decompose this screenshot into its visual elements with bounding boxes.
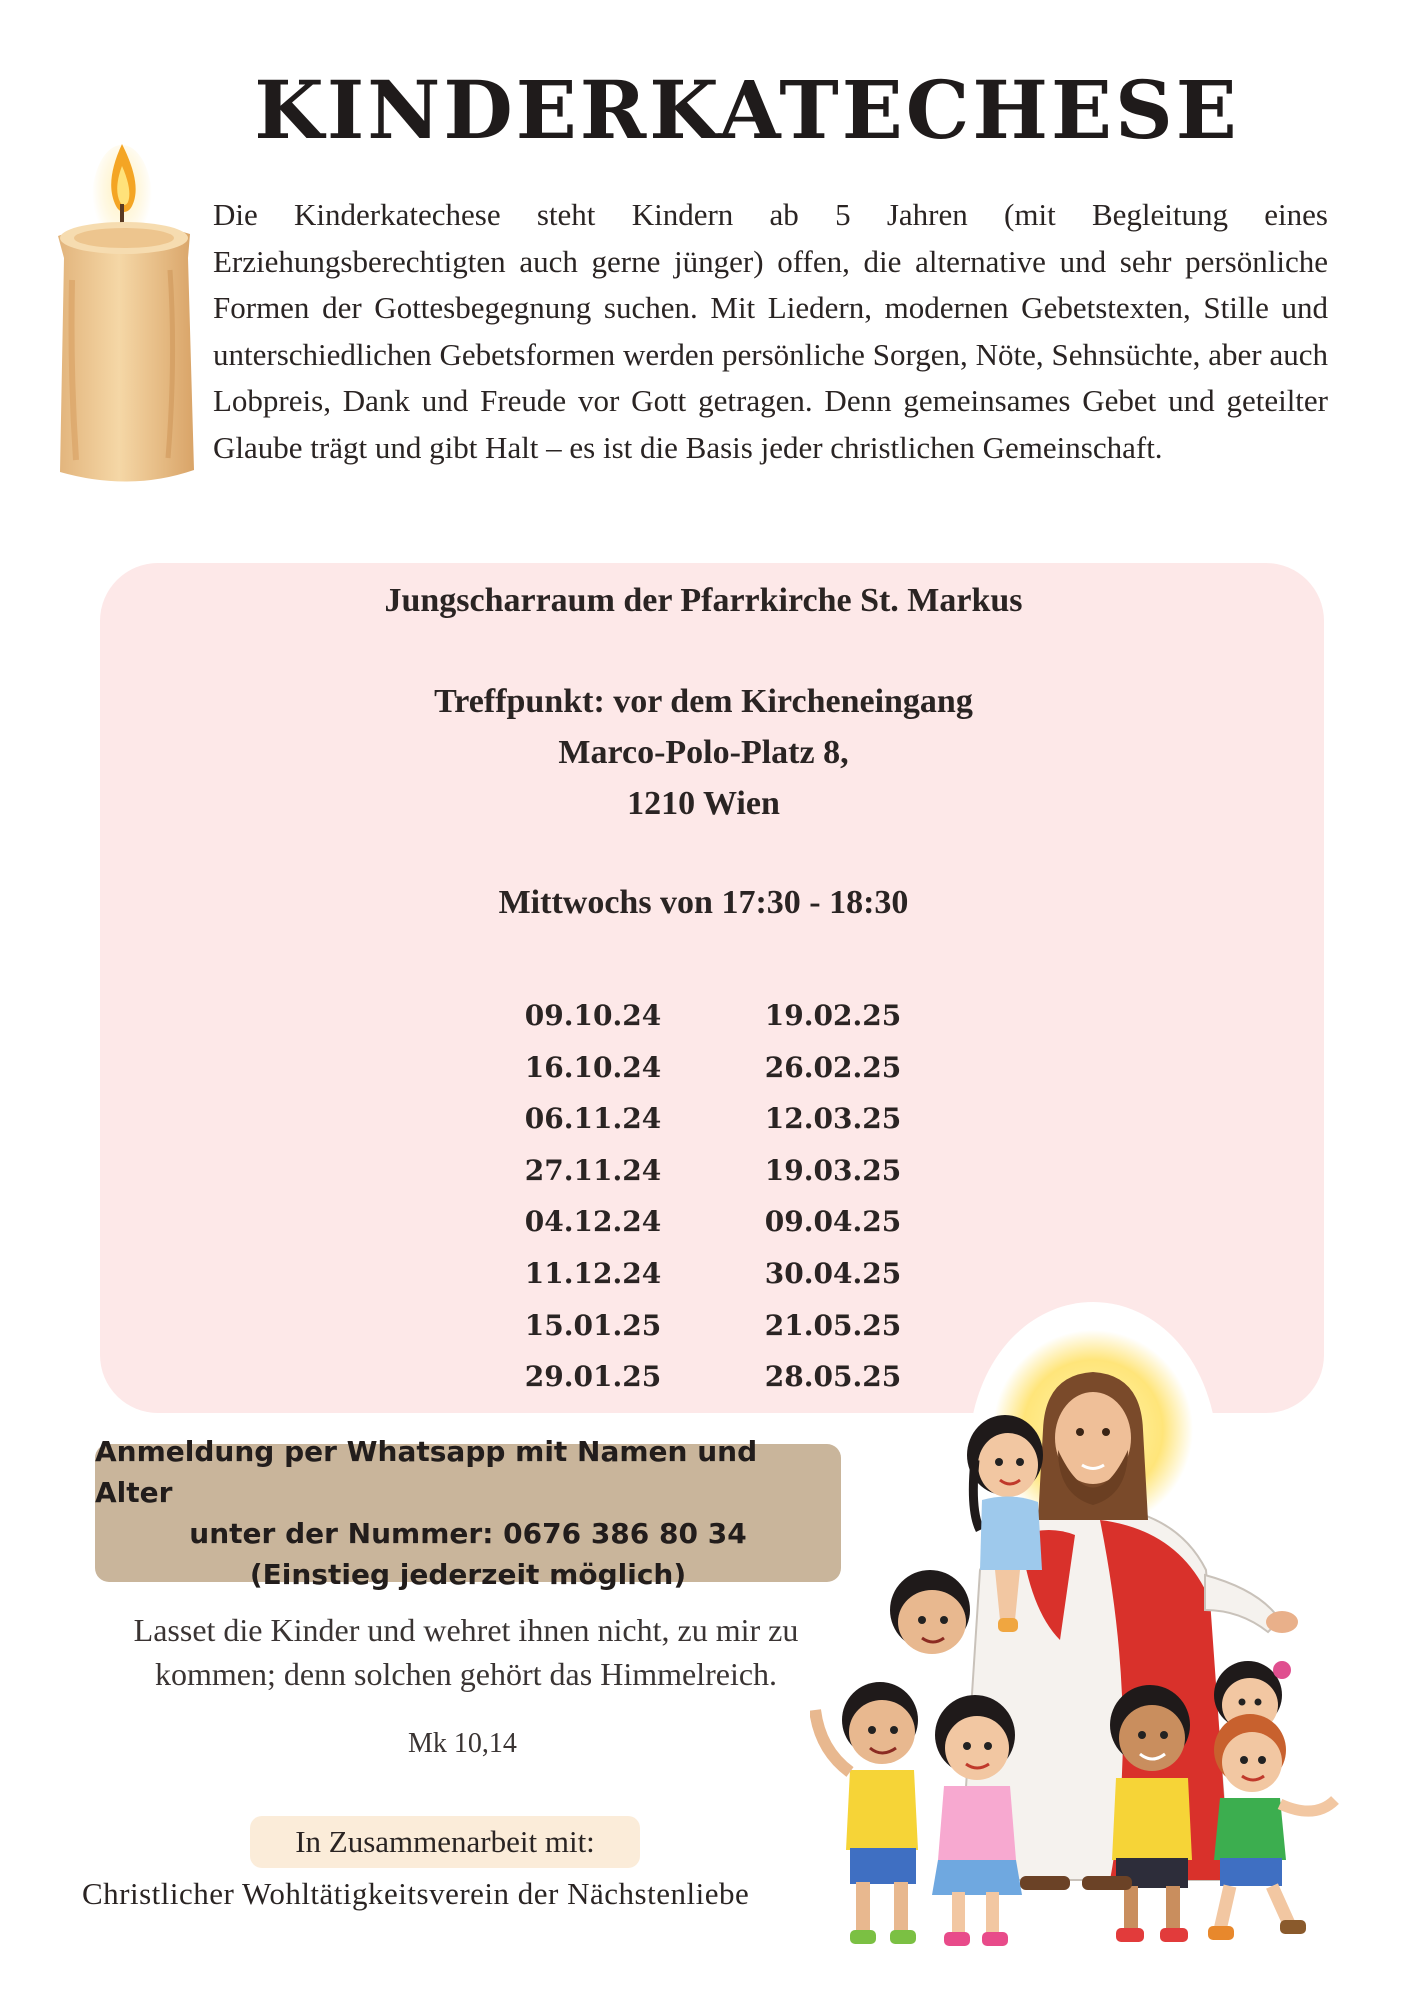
date-item: 06.11.24 (524, 1102, 662, 1136)
intro-paragraph: Die Kinderkatechese steht Kindern ab 5 Jahren (mit Begleitung eines Erziehungsberechtigten auch gerne jünger) offen, die alternative und sehr persönliche Formen der Gottesbegegnung suchen. Mit Liedern, modernen Gebetstexten, Stille und unterschiedlichen Gebetsformen werden persönliche Sorgen, Nöte, Sehnsüchte, aber auch Lobpreis, Dank und Freude vor Gott getragen. Denn gemeinsames Gebet und geteilter Glaube trägt und gibt Halt – es ist die Basis jeder christlichen Gemeinschaft. (213, 197, 1328, 465)
partner-organization: Christlicher Wohltätigkeitsverein der Nächstenliebe (82, 1876, 750, 1911)
date-item: 29.01.25 (524, 1360, 662, 1394)
date-item: 12.03.25 (764, 1102, 902, 1136)
date-item: 09.10.24 (524, 999, 662, 1032)
address-street: Marco-Polo-Platz 8, (558, 734, 849, 771)
cooperation-label (250, 1816, 640, 1868)
date-item: 21.05.25 (764, 1308, 902, 1342)
date-item: 04.12.24 (524, 1205, 662, 1239)
venue-heading: Jungscharraum der Pfarrkirche St. Markus (384, 582, 1023, 619)
signup-box (95, 1435, 841, 1591)
page-title: KINDERKATECHESE (254, 63, 1240, 157)
date-item: 09.04.25 (764, 1205, 902, 1239)
signup-phone-line: unter der Nummer: 0676 386 80 34 (189, 1517, 747, 1550)
date-item: 11.12.24 (524, 1256, 662, 1290)
dates-column-1 (513, 990, 673, 1403)
signup-note: (Einstieg jederzeit möglich) (249, 1558, 687, 1591)
date-item: 28.05.25 (764, 1360, 902, 1394)
verse-line-1: Lasset die Kinder und wehret ihnen nicht, zu mir zu (133, 1612, 799, 1648)
signup-line-1: Anmeldung per Whatsapp mit Namen und Alter (95, 1435, 758, 1509)
date-item: 30.04.25 (764, 1256, 902, 1290)
jesus-with-children-illustration (810, 1320, 1370, 1960)
verse-line-2: kommen; denn solchen gehört das Himmelreich. (154, 1656, 778, 1692)
meeting-point: Treffpunkt: vor dem Kircheneingang (434, 683, 973, 720)
cooperation-text: In Zusammenarbeit mit: (295, 1824, 595, 1859)
date-item: 19.03.25 (764, 1153, 902, 1187)
candle-illustration (50, 140, 200, 500)
date-item: 15.01.25 (524, 1308, 662, 1342)
date-item: 26.02.25 (764, 1050, 902, 1084)
date-item: 19.02.25 (764, 999, 902, 1032)
schedule-time: Mittwochs von 17:30 - 18:30 (498, 884, 909, 921)
verse-reference: Mk 10,14 (408, 1728, 517, 1759)
address-city: 1210 Wien (627, 785, 780, 822)
bible-verse (66, 1608, 866, 1696)
date-item: 27.11.24 (524, 1153, 662, 1187)
date-item: 16.10.24 (524, 1050, 662, 1084)
